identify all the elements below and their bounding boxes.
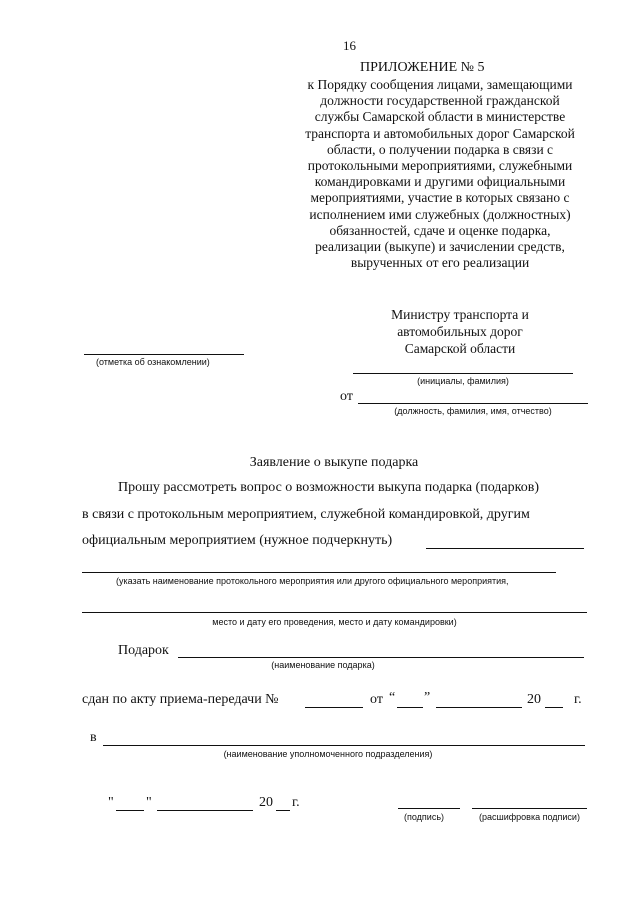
recipient-block [370,306,550,357]
sign-day-line[interactable] [116,810,144,811]
sign-year-prefix: 20 [259,795,273,810]
sign-quote-open: " [108,795,114,810]
act-label: сдан по акту приема-передачи № [82,692,279,707]
signature-caption: (подпись) [404,812,445,822]
body-line-2: в связи с протокольным мероприятием, служебной командировкой, другим [82,507,530,522]
act-month-line[interactable] [436,707,522,708]
act-year-suffix: г. [574,692,582,707]
event-line-2[interactable] [82,612,587,613]
appendix-line: области, о получении подарка в связи с [326,141,554,157]
appendix-line: реализации (выкупе) и зачислении средств, [315,239,565,255]
signature-line[interactable] [398,808,460,809]
from-line[interactable] [358,403,588,404]
initials-caption: (инициалы, фамилия) [417,376,509,386]
event-line-1[interactable] [82,572,556,573]
division-caption: (наименование уполномоченного подразделения) [223,749,433,759]
appendix-line: мероприятиями, участие в которых связано с [310,190,570,206]
appendix-line: службы Самарской области в министерстве [314,109,566,125]
appendix-text [270,77,610,271]
appendix-line: вырученных от его реализации [350,255,530,271]
appendix-line: протокольными мероприятиями, служебными [307,158,573,174]
event-caption-2: место и дату его проведения, место и дату командировки) [212,617,457,627]
sign-year-suffix: г. [292,795,300,810]
appendix-line: командировками и другими официальными [314,174,566,190]
recipient-line: Самарской области [404,341,516,356]
gift-line[interactable] [178,657,584,658]
initials-line[interactable] [353,373,573,374]
sign-year-line[interactable] [276,810,290,811]
from-label: от [340,389,353,404]
body-line-1: Прошу рассмотреть вопрос о возможности выкупа подарка (подарков) [118,480,539,495]
recipient-line: автомобильных дорог [397,324,523,339]
act-day-line[interactable] [397,707,423,708]
signature-decode-line[interactable] [472,808,587,809]
gift-caption: (наименование подарка) [271,660,375,670]
acknowledgement-line[interactable] [84,354,244,355]
act-year-line[interactable] [545,707,563,708]
division-line[interactable] [103,745,585,746]
from-caption: (должность, фамилия, имя, отчество) [394,406,552,416]
appendix-line: должности государственной гражданской [320,93,560,109]
signature-decode-caption: (расшифровка подписи) [479,812,580,822]
appendix-line: исполнением ими служебных (должностных) [309,206,571,222]
appendix-title: ПРИЛОЖЕНИЕ № 5 [360,60,485,75]
body-line-3: официальным мероприятием (нужное подчеркнуть) [82,533,393,548]
acknowledgement-caption: (отметка об ознакомлении) [96,357,210,367]
document-title: Заявление о выкупе подарка [249,455,419,470]
event-caption-1: (указать наименование протокольного мероприятия или другого официального мероприятия, [116,576,509,586]
page-number: 16 [343,38,356,53]
sign-month-line[interactable] [157,810,253,811]
appendix-line: транспорта и автомобильных дорог Самарской [305,125,575,141]
act-year-prefix: 20 [527,692,541,707]
act-number-line[interactable] [305,707,363,708]
gift-label: Подарок [118,643,169,658]
appendix-line: к Порядку сообщения лицами, замещающими [307,77,573,92]
act-from-label: от [370,692,383,707]
act-quote-open: “ [389,690,396,705]
recipient-line: Министру транспорта и [391,307,529,322]
underline-choice-line[interactable] [426,548,584,549]
appendix-line: обязанностей, сдаче и оценке подарка, [329,222,551,238]
sign-quote-close: " [146,795,152,810]
in-label: в [90,730,97,745]
act-quote-close: ” [424,690,431,705]
